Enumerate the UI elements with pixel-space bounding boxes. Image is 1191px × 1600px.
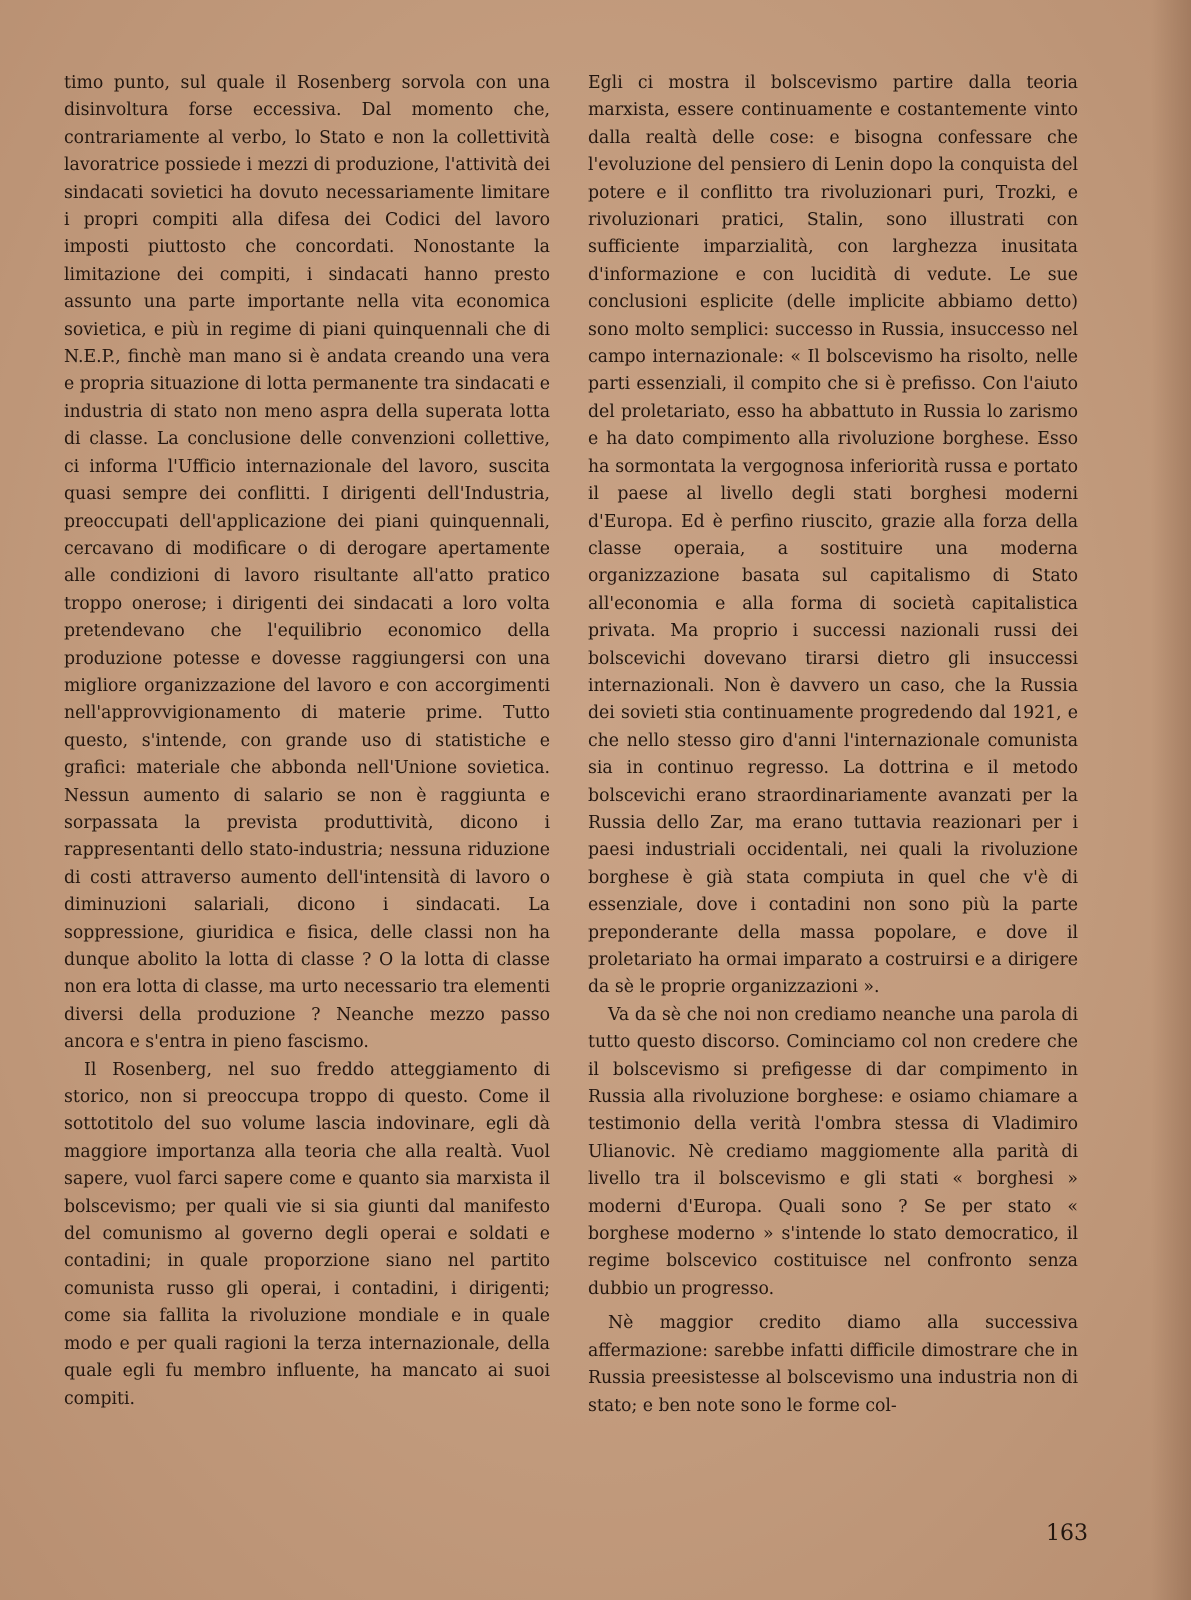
right-paragraph-1: Egli ci mostra il bolscevismo partire dalla teoria marxista, essere continuamente e costantemente vinto dalla realtà delle cose: e bisogna confessare che l'evoluzione del pensiero di Lenin dopo la conquista del potere e il conflitto tra rivoluzionari puri, Trozki, e rivoluzionari pratici, Stalin, sono illustrati con sufficiente imparzialità, con larghezza inusitata d'informazione e con lucidità di vedute. Le sue conclusioni esplicite (delle implicite abbiamo detto) sono molto semplici: successo in Russia, insuccesso nel campo internazionale: « Il bolscevismo ha risolto, nelle parti essenziali, il compito che si è prefisso. Con l'aiuto del proletariato, esso ha abbattuto in Russia lo zarismo e ha dato compimento alla rivoluzione borghese. Esso ha sormontata la vergognosa inferiorità russa e portato il paese al livello degli stati borghesi moderni d'Europa. Ed è perfino riuscito, grazie alla forza della classe operaia, a sostituire una moderna organizzazione basata sul capitalismo di Stato all'economia e alla forma di società capitalistica privata. Ma proprio i successi nazionali russi dei bolscevichi dovevano tirarsi dietro gli insuccessi internazionali. Non è davvero un caso, che la Russia dei sovieti stia continuamente progredendo dal 1921, e che nello stesso giro d'anni l'internazionale comunista sia in continuo regresso. La dottrina e il metodo bolscevichi erano straordinariamente avanzati per la Russia dello Zar, ma erano tuttavia reazionari per i paesi industriali occidentali, nei quali la rivoluzione borghese è già stata compiuta in quel che v'è di essenziale, dove i contadini non sono più la parte preponderante della massa popolare, e dove il proletariato ha ormai imparato a costruirsi e a dirigere da sè le proprie organizzazioni ». xyxy=(588,73,1078,998)
left-paragraph-1: timo punto, sul quale il Rosenberg sorvola con una disinvoltura forse eccessiva. Dal momento che, contrariamente al verbo, lo Stato e non la collettività lavoratrice possiede i mezzi di produzione, l'attività dei sindacati sovietici ha dovuto necessariamente limitare i propri compiti alla difesa dei Codici del lavoro imposti piuttosto che concordati. Nonostante la limitazione dei compiti, i sindacati hanno presto assunto una parte importante nella vita economica sovietica, e più in regime di piani quinquennali che di N.E.P., finchè man mano si è andata creando una vera e propria situazione di lotta permanente tra sindacati e industria di stato non meno aspra della superata lotta di classe. La conclusione delle convenzioni collettive, ci informa l'Ufficio internazionale del lavoro, suscita quasi sempre dei conflitti. I dirigenti dell'Industria, preoccupati dell'applicazione dei piani quinquennali, cercavano di modificare o di derogare apertamente alle condizioni di lavoro risultante all'atto pratico troppo onerose; i dirigenti dei sindacati a loro volta pretendevano che l'equilibrio economico della produzione potesse e dovesse raggiungersi con una migliore organizzazione del lavoro e con accorgimenti nell'approvvigionamento di materie prime. Tutto questo, s'intende, con grande uso di statistiche e grafici: materiale che abbonda nell'Unione sovietica. Nessun aumento di salario se non è raggiunta e sorpassata la prevista produttività, dicono i rappresentanti dello stato-industria; nessuna riduzione di costi attraverso aumento dell'intensità di lavoro o diminuzioni salariali, dicono i sindacati. La soppressione, giuridica e fisica, delle classi non ha dunque abolito la lotta di classe ? O la lotta di classe non era lotta di classe, ma urto necessario tra elementi diversi della produzione ? Neanche mezzo passo ancora e s'entra in pieno fascismo. xyxy=(64,73,550,1053)
right-paragraph-3: Nè maggior credito diamo alla successiva affermazione: sarebbe infatti difficile dimostrare che in Russia preesistesse al bolscevismo una industria non di stato; e ben note sono le forme col- xyxy=(588,1313,1078,1416)
right-paragraph-2: Va da sè che noi non crediamo neanche una parola di tutto questo discorso. Cominciamo col non credere che il bolscevismo si prefigesse di dar compimento in Russia alla rivoluzione borghese: e osiamo chiamare a testimonio della verità l'ombra stessa di Vladimiro Ulianovic. Nè crediamo maggiomente alla parità di livello tra il bolscevismo e gli stati « borghesi » moderni d'Europa. Quali sono ? Se per stato « borghese moderno » s'intende lo stato democratico, il regime bolscevico costituisce nel confronto senza dubbio un progresso. xyxy=(588,1004,1078,1299)
left-column xyxy=(64,70,550,1413)
page-number: 163 xyxy=(1046,1521,1088,1546)
page-edge-shadow xyxy=(1151,0,1191,1600)
right-column xyxy=(588,70,1078,1420)
left-paragraph-2: Il Rosenberg, nel suo freddo atteggiamento di storico, non si preoccupa troppo di questo. Come il sottotitolo del suo volume lascia indovinare, egli dà maggiore importanza alla teoria che alla realtà. Vuol sapere, vuol farci sapere come e quanto sia marxista il bolscevismo; per quali vie si sia giunti dal manifesto del comunismo al governo degli operai e soldati e contadini; in quale proporzione siano nel partito comunista russo gli operai, i contadini, i dirigenti; come sia fallita la rivoluzione mondiale e in quale modo e per quali ragioni la terza internazionale, della quale egli fu membro influente, ha mancato ai suoi compiti. xyxy=(64,1059,550,1409)
